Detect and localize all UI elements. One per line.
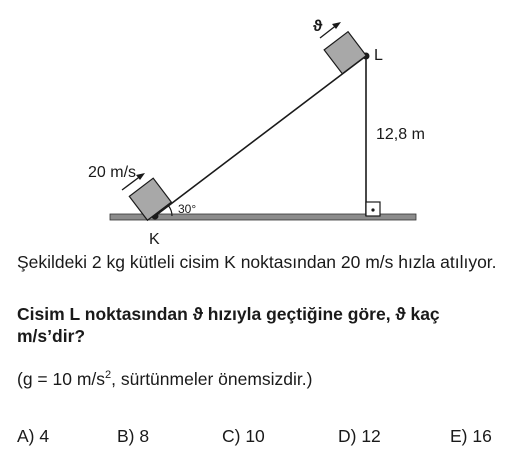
- option-d-letter: D): [338, 426, 362, 446]
- option-d-value: 12: [361, 426, 381, 446]
- incline-line: [155, 56, 366, 216]
- option-e-value: 16: [472, 426, 492, 446]
- statement-text: Şekildeki 2 kg kütleli cisim K noktasından 20 m/s hızla atılıyor.: [17, 252, 497, 272]
- option-e-letter: E): [450, 426, 473, 446]
- option-c[interactable]: [222, 426, 265, 447]
- answer-options: [17, 426, 507, 450]
- label-point-k: K: [149, 231, 160, 248]
- option-a[interactable]: [17, 426, 49, 447]
- option-b[interactable]: [117, 426, 149, 447]
- problem-question: [17, 303, 507, 347]
- label-speed-l: ϑ: [313, 18, 323, 35]
- label-speed-k: 20 m/s: [88, 164, 137, 181]
- given-text-2: , sürtünmeler önemsizdir.): [111, 369, 313, 389]
- question-text-2: hızıyla geçtiğine göre,: [202, 304, 396, 324]
- option-c-letter: C): [222, 426, 246, 446]
- option-e[interactable]: [450, 426, 492, 447]
- question-text-1: Cisim L noktasından: [17, 304, 193, 324]
- given-exponent: 2: [105, 369, 112, 382]
- option-b-value: 8: [139, 426, 150, 446]
- label-height: 12,8 m: [376, 126, 425, 143]
- label-angle: 30°: [178, 202, 197, 216]
- problem-statement: [17, 251, 507, 273]
- option-a-letter: A): [17, 426, 40, 446]
- question-symbol-2: ϑ: [395, 304, 406, 324]
- option-c-value: 10: [245, 426, 265, 446]
- given-info: [17, 368, 507, 390]
- question-symbol-1: ϑ: [192, 304, 203, 324]
- block-at-l: [324, 32, 366, 74]
- option-d[interactable]: [338, 426, 381, 447]
- question-text-3: kaç m/s’dir?: [17, 304, 440, 346]
- right-angle-dot: [371, 208, 374, 211]
- option-a-value: 4: [39, 426, 50, 446]
- label-point-l: L: [374, 47, 383, 64]
- given-text-1: (g = 10 m/s: [17, 369, 106, 389]
- option-b-letter: B): [117, 426, 140, 446]
